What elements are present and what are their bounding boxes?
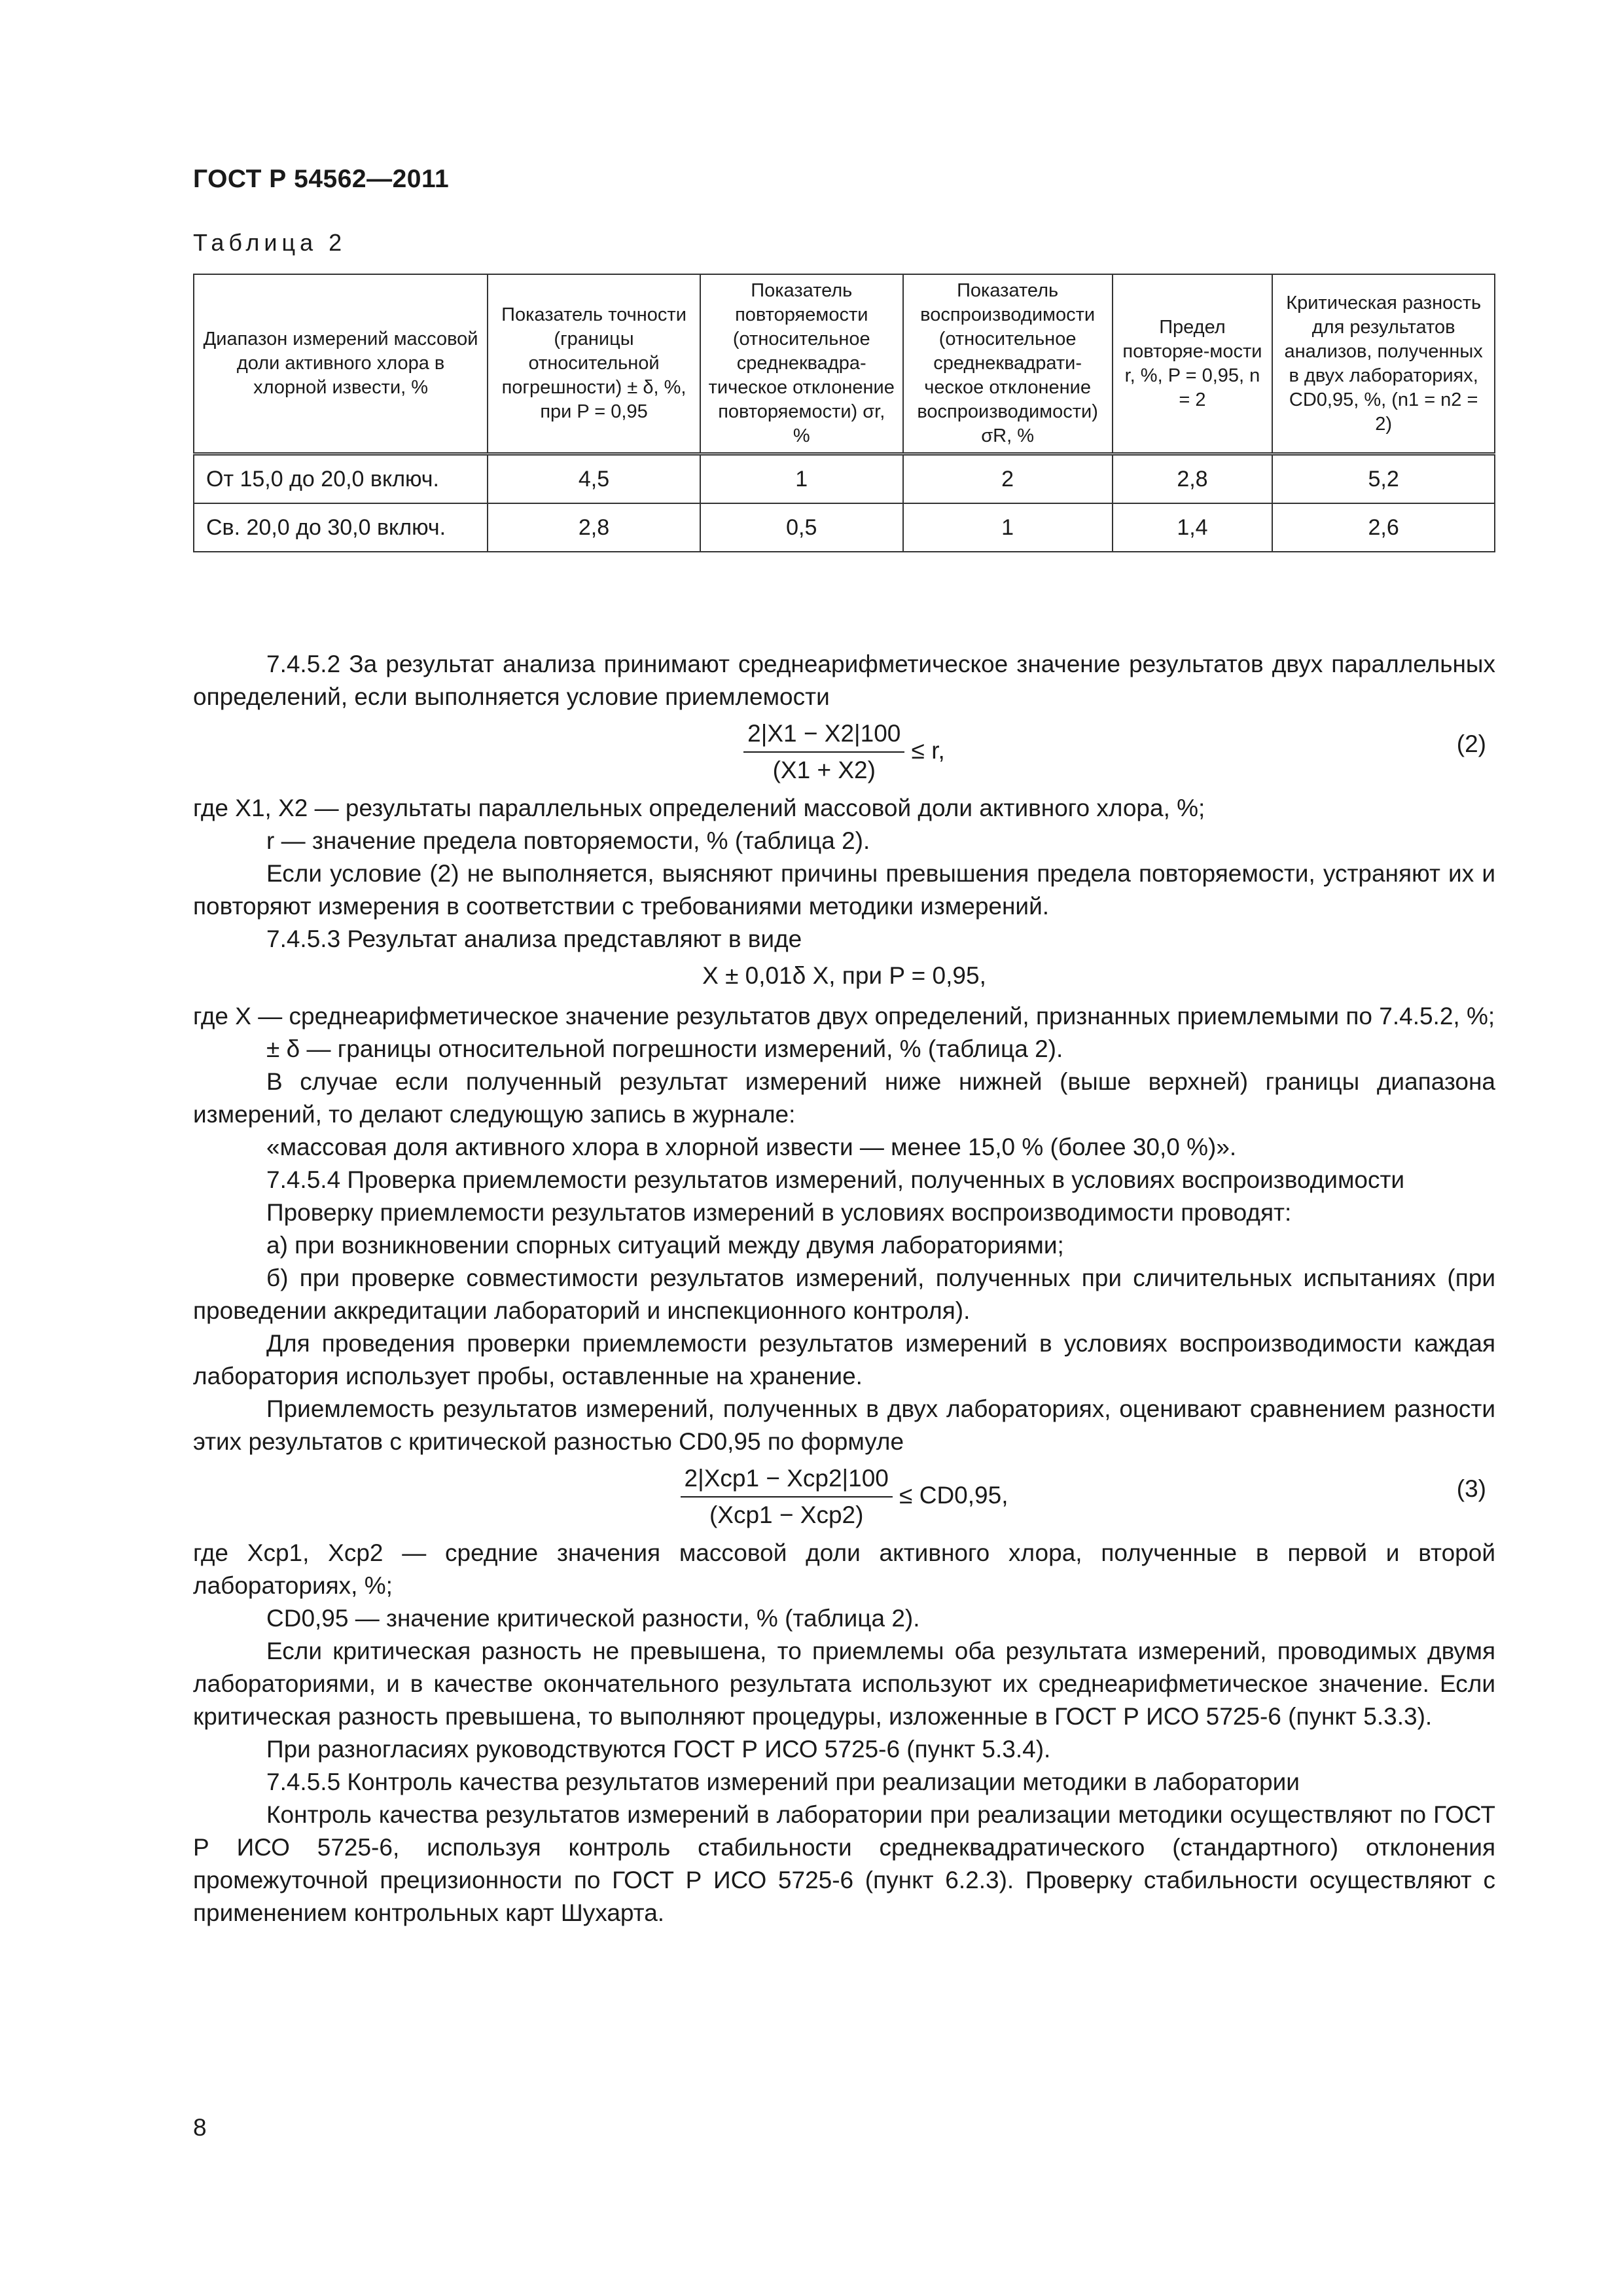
table-cell: Св. 20,0 до 30,0 включ. (194, 503, 488, 552)
where-line: где X — среднеарифметическое значение результатов двух определений, признанных приемлемыми по 7.4.5.2, %; (193, 1003, 1495, 1030)
paragraph-7-4-5-5: 7.4.5.5 Контроль качества результатов измерений при реализации методики в лаборатории (266, 1768, 1300, 1795)
header-repeatability: Показатель повторяемости (относительное среднеквадра-тическое отклонение повторяемости) σr, % (700, 274, 903, 454)
formula-2-denominator: (X1 + X2) (772, 757, 876, 783)
paragraph: Проверку приемлемости результатов измерений в условиях воспроизводимости проводят: (266, 1199, 1292, 1226)
where-line: ± δ — границы относительной погрешности измерений, % (таблица 2). (266, 1035, 1063, 1062)
table-2 (193, 274, 1495, 552)
paragraph: Приемлемость результатов измерений, полученных в двух лабораториях, оценивают сравнением разности этих результатов с критической разностью CD0,95 по формуле (193, 1395, 1495, 1455)
paragraph: В случае если полученный результат измерений ниже нижней (выше верхней) границы диапазона измерений, то делают следующую запись в журнале: (193, 1068, 1495, 1128)
paragraph: Контроль качества результатов измерений в лаборатории при реализации методики осуществляют по ГОСТ Р ИСО 5725-6, используя контроль стабильности среднеквадратического (стандартного) отклонения промежуточной прецизионности по ГОСТ Р ИСО 5725-6 (пункт 6.2.3). Проверку стабильности осуществляют с применением контрольных карт Шухарта. (193, 1801, 1495, 1926)
table-cell: От 15,0 до 20,0 включ. (194, 454, 488, 504)
formula-result-text: X ± 0,01δ X, при P = 0,95, (702, 962, 986, 989)
paragraph: При разногласиях руководствуются ГОСТ Р ИСО 5725-6 (пункт 5.3.4). (266, 1736, 1051, 1763)
table-row (194, 503, 1495, 552)
formula-3 (193, 1458, 1495, 1537)
header-repeatability-limit: Предел повторяе-мости r, %, P = 0,95, n = 2 (1113, 274, 1273, 454)
paragraph: Если условие (2) не выполняется, выясняют причины превышения предела повторяемости, устраняют их и повторяют измерения в соответствии с требованиями методики измерений. (193, 860, 1495, 920)
table-cell: 2,8 (1113, 454, 1273, 504)
table-cell: 2,8 (488, 503, 700, 552)
formula-3-rhs: ≤ CD0,95, (899, 1481, 1008, 1509)
formula-3-fraction (681, 1462, 893, 1532)
formula-3-number: (3) (1456, 1475, 1486, 1502)
paragraph: Для проведения проверки приемлемости результатов измерений в условиях воспроизводимости каждая лаборатория использует пробы, оставленные на хранение. (193, 1330, 1495, 1390)
table-cell: 1,4 (1113, 503, 1273, 552)
document-header: ГОСТ Р 54562—2011 (193, 165, 450, 193)
header-critical-difference: Критическая разность для результатов анализов, полученных в двух лабораториях, CD0,95, %, (n1 = n2 = 2) (1272, 274, 1495, 454)
formula-3-numerator: 2|Xср1 − Xср2|100 (681, 1462, 893, 1498)
formula-2-fraction (743, 717, 904, 787)
table-row (194, 454, 1495, 504)
table-cell: 2,6 (1272, 503, 1495, 552)
where-line: где Xср1, Xср2 — средние значения массовой доли активного хлора, полученные в первой и второй лабораториях, %; (193, 1539, 1495, 1599)
formula-2-number: (2) (1456, 730, 1486, 757)
table-caption: Таблица 2 (193, 229, 347, 256)
formula-3-denominator: (Xср1 − Xср2) (709, 1501, 864, 1528)
where-line: где X1, X2 — результаты параллельных определений массовой доли активного хлора, %; (193, 795, 1205, 821)
where-line: CD0,95 — значение критической разности, % (таблица 2). (266, 1605, 920, 1632)
table-cell: 2 (903, 454, 1113, 504)
formula-2-rhs: ≤ r, (911, 736, 945, 764)
table-cell: 5,2 (1272, 454, 1495, 504)
page-number: 8 (193, 2114, 207, 2141)
table-cell: 4,5 (488, 454, 700, 504)
paragraph-7-4-5-4: 7.4.5.4 Проверка приемлемости результатов измерений, полученных в условиях воспроизводимости (266, 1166, 1405, 1193)
header-accuracy: Показатель точности (границы относительной погрешности) ± δ, %, при P = 0,95 (488, 274, 700, 454)
header-reproducibility: Показатель воспроизводимости (относительное среднеквадрати-ческое отклонение воспроизводимости) σR, % (903, 274, 1113, 454)
body-text (193, 648, 1495, 1929)
formula-result (193, 956, 1495, 1000)
where-line: r — значение предела повторяемости, % (таблица 2). (266, 827, 870, 854)
formula-2 (193, 713, 1495, 792)
table-cell: 0,5 (700, 503, 903, 552)
table-cell: 1 (903, 503, 1113, 552)
header-range: Диапазон измерений массовой доли активного хлора в хлорной извести, % (194, 274, 488, 454)
paragraph: Если критическая разность не превышена, то приемлемы оба результата измерений, проводимых двумя лабораториями, и в качестве окончательного результата используют их среднеарифметическое значение. Если критическая разность превышена, то выполняют процедуры, изложенные в ГОСТ Р ИСО 5725-6 (пункт 5.3.3). (193, 1638, 1495, 1730)
paragraph-7-4-5-3: 7.4.5.3 Результат анализа представляют в виде (266, 925, 802, 952)
formula-2-numerator: 2|X1 − X2|100 (743, 717, 904, 753)
list-item: б) при проверке совместимости результатов измерений, полученных при сличительных испытаниях (при проведении аккредитации лабораторий и инспекционного контроля). (193, 1265, 1495, 1324)
table-header-row (194, 274, 1495, 454)
paragraph-7-4-5-2: 7.4.5.2 За результат анализа принимают среднеарифметическое значение результатов двух параллельных определений, если выполняется условие приемлемости (193, 651, 1495, 710)
list-item: а) при возникновении спорных ситуаций между двумя лабораториями; (266, 1232, 1064, 1259)
table-cell: 1 (700, 454, 903, 504)
paragraph: «массовая доля активного хлора в хлорной извести — менее 15,0 % (более 30,0 %)». (266, 1134, 1237, 1160)
